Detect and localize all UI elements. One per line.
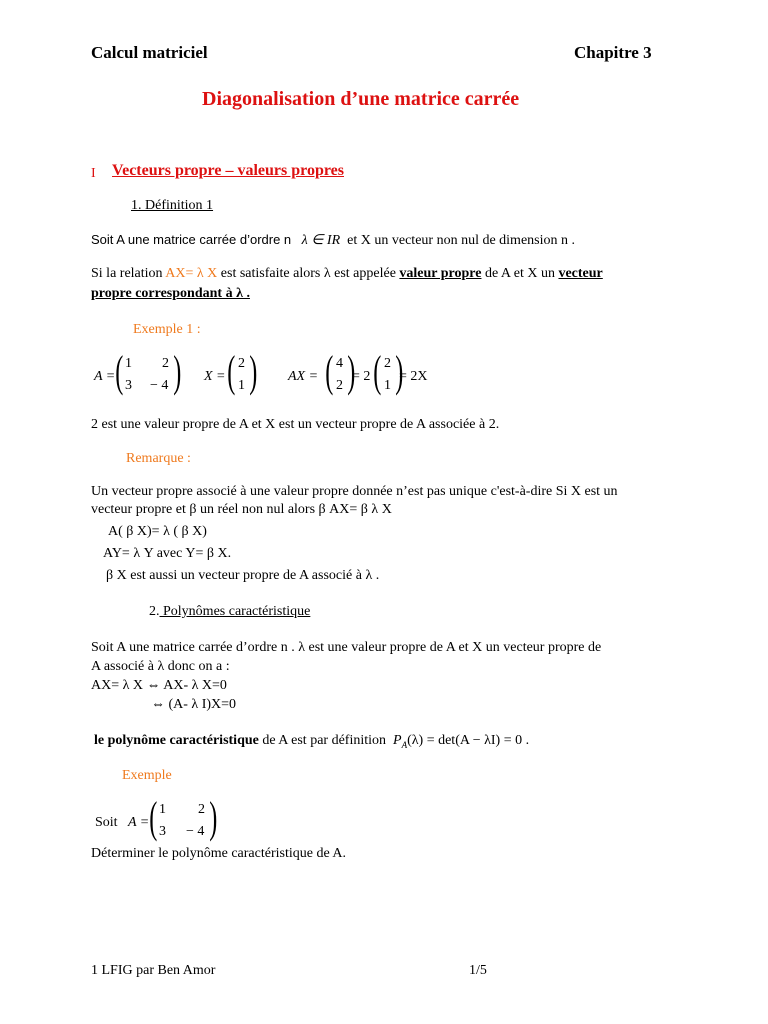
- def-line1-a: Soit A une matrice carrée d’ordre n: [91, 232, 292, 247]
- vector-x-label: X =: [204, 369, 226, 384]
- example-2-label: Exemple: [122, 768, 172, 783]
- def-line2-b: est satisfaite alors λ est appelée: [220, 266, 396, 281]
- matrix-a-label: A =: [94, 369, 116, 384]
- matrix-a2-cell: 3: [159, 824, 166, 839]
- definition-line-2: [91, 266, 603, 282]
- header-left: Calcul matriciel: [91, 43, 208, 62]
- poly-heading-num: 2.: [149, 604, 160, 619]
- left-paren: (: [325, 347, 334, 396]
- example-1-label: Exemple 1 :: [133, 322, 201, 337]
- def-line2-c: de A et X un: [484, 266, 555, 281]
- vector-x: [224, 347, 260, 400]
- poly-line-3: AX= λ X ⇔ AX- λ X=0: [91, 678, 227, 693]
- result-2x: = 2X: [399, 369, 428, 384]
- matrix-a-cell: 1: [125, 356, 132, 371]
- poly-line-2: A associé à λ donc on a :: [91, 659, 230, 674]
- matrix-a2-cell: 2: [198, 802, 205, 817]
- section-title: Vecteurs propre – valeurs propres: [112, 162, 344, 179]
- poly-line-4: ⇔ (A- λ I)X=0: [151, 697, 237, 712]
- relation-ax: AX= λ X: [165, 266, 218, 281]
- matrix-a-cell: − 4: [150, 378, 169, 393]
- left-paren: (: [115, 347, 124, 396]
- equals-two: = 2: [352, 369, 371, 384]
- poly-def-rest: de A est par définition: [262, 733, 387, 748]
- page-title: Diagonalisation d’une matrice carrée: [202, 88, 520, 110]
- remarque-line-4: AY= λ Y avec Y= β X.: [103, 546, 232, 561]
- right-paren: ): [347, 347, 356, 396]
- footer-left: 1 LFIG par Ben Amor: [91, 963, 216, 978]
- matrix-a-cell: 2: [162, 356, 169, 371]
- product-ax-label: AX =: [288, 369, 319, 384]
- right-paren: ): [249, 347, 258, 396]
- remarque-line-3: A( β X)= λ ( β X): [108, 524, 207, 539]
- vecteur-term: vecteur: [558, 266, 603, 281]
- left-paren: (: [149, 793, 158, 842]
- definition-line-1: [91, 232, 575, 249]
- matrix-a2-cell: − 4: [186, 824, 205, 839]
- page-number: 1/5: [469, 963, 487, 978]
- matrix-a2-cell: 1: [159, 802, 166, 817]
- left-paren: (: [227, 347, 236, 396]
- right-paren: ): [395, 347, 404, 396]
- right-paren: ): [173, 347, 182, 396]
- remarque-label: Remarque :: [126, 451, 191, 466]
- remarque-line-1: Un vecteur propre associé à une valeur propre donnée n’est pas unique c'est-à-dire Si X est un: [91, 484, 618, 499]
- example-2-task: Déterminer le polynôme caractéristique de A.: [91, 846, 347, 861]
- example-1-conclusion: 2 est une valeur propre de A et X est un vecteur propre de A associée à 2.: [91, 417, 500, 432]
- vector-ax-cell: 4: [336, 356, 343, 371]
- matrix-a2: [146, 793, 218, 846]
- def-line1-b: et X un vecteur non nul de dimension n .: [347, 233, 575, 248]
- remarque-line-5: β X est aussi un vecteur propre de A associé à λ .: [106, 568, 380, 583]
- left-paren: (: [373, 347, 382, 396]
- definition-line-3: propre correspondant à λ .: [91, 286, 250, 301]
- poly-formula-rest: (λ) = det(A − λI) = 0 .: [407, 733, 530, 748]
- matrix-a: [112, 347, 184, 400]
- poly-heading: [149, 604, 310, 620]
- poly-formula-p: P: [393, 733, 402, 748]
- def-line2-a: Si la relation: [91, 266, 163, 281]
- vector-x-cell: 2: [238, 356, 245, 371]
- soit-label: Soit: [95, 815, 118, 830]
- vector-x2-cell: 2: [384, 356, 391, 371]
- definition-heading: [131, 198, 213, 214]
- section-number: I: [91, 166, 96, 181]
- poly-definition: [94, 733, 529, 750]
- poly-heading-text: Polynômes caractéristique: [159, 604, 311, 619]
- poly-formula-sub: A: [401, 739, 408, 750]
- vector-x2-cell: 1: [384, 378, 391, 393]
- poly-line-1: Soit A une matrice carrée d’ordre n . λ est une valeur propre de A et X un vecteur propre de: [91, 640, 602, 655]
- lambda-in-ir: λ ∈ IR: [301, 233, 341, 248]
- header-right: Chapitre 3: [574, 43, 652, 62]
- poly-term: le polynôme caractéristique: [94, 733, 259, 748]
- vector-ax-cell: 2: [336, 378, 343, 393]
- remarque-line-2: vecteur propre et β un réel non nul alors β AX= β λ X: [91, 502, 392, 517]
- vector-x-cell: 1: [238, 378, 245, 393]
- definition-heading-text: 1. Définition 1: [131, 198, 214, 213]
- matrix-a2-label: A =: [128, 815, 150, 830]
- right-paren: ): [209, 793, 218, 842]
- valeur-propre-term: valeur propre: [399, 266, 482, 281]
- matrix-a-cell: 3: [125, 378, 132, 393]
